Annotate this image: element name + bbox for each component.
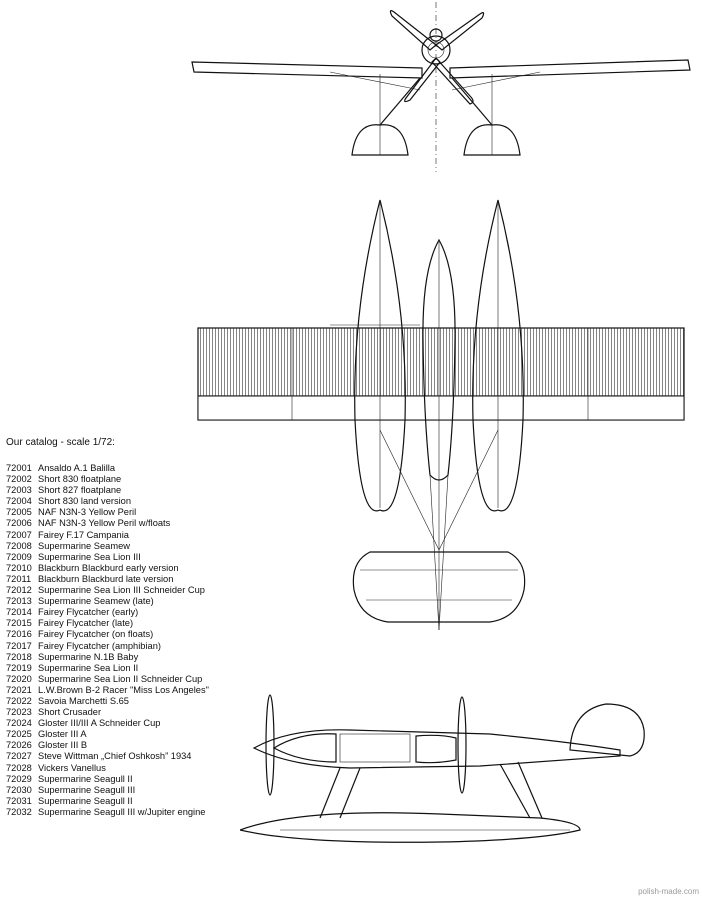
catalog-item-code: 72024	[6, 718, 32, 729]
watermark: polish-made.com	[638, 887, 699, 896]
catalog-item-code: 72013	[6, 596, 32, 607]
catalog-section	[6, 437, 266, 818]
catalog-item	[6, 796, 266, 807]
catalog-item	[6, 585, 266, 596]
catalog-item-code: 72005	[6, 507, 32, 518]
catalog-item	[6, 807, 266, 818]
catalog-item-name: Supermarine Seamew	[38, 540, 130, 551]
catalog-item-name: Gloster III A	[38, 729, 87, 740]
catalog-item-name: Supermarine Seagull III w/Jupiter engine	[38, 806, 206, 817]
catalog-item	[6, 740, 266, 751]
catalog-item-code: 72004	[6, 496, 32, 507]
catalog-item-name: Supermarine Sea Lion II Schneider Cup	[38, 673, 203, 684]
catalog-item-code: 72017	[6, 640, 32, 651]
catalog-item-code: 72007	[6, 529, 32, 540]
catalog-item-name: L.W.Brown B-2 Racer "Miss Los Angeles"	[38, 684, 209, 695]
catalog-item-name: Short 830 floatplane	[38, 474, 122, 485]
catalog-item-code: 72031	[6, 795, 32, 806]
catalog-item-name: Short 827 floatplane	[38, 485, 122, 496]
catalog-item-name: Supermarine Seagull II	[38, 773, 133, 784]
catalog-item	[6, 574, 266, 585]
catalog-item-name: Ansaldo A.1 Balilla	[38, 463, 116, 473]
catalog-item-name: Supermarine Sea Lion III	[38, 551, 141, 562]
catalog-item	[6, 507, 266, 518]
catalog-item-name: Supermarine Seamew (late)	[38, 596, 154, 607]
catalog-item-name: Supermarine Seagull III	[38, 784, 136, 795]
catalog-item-name: Short Crusader	[38, 707, 102, 718]
catalog-item-name: Short 830 land version	[38, 496, 132, 507]
catalog-item-name: Fairey Flycatcher (amphibian)	[38, 640, 161, 651]
catalog-item-code: 72028	[6, 762, 32, 773]
catalog-item-code: 72030	[6, 784, 32, 795]
catalog-item-code: 72019	[6, 662, 32, 673]
catalog-item-code: 72020	[6, 673, 32, 684]
catalog-item-code: 72032	[6, 806, 32, 817]
catalog-item-code: 72011	[6, 573, 32, 584]
catalog-item	[6, 774, 266, 785]
catalog-item-name: Vickers Vanellus	[38, 762, 106, 773]
catalog-item-name: Gloster III B	[38, 740, 88, 751]
catalog-item-code: 72008	[6, 540, 32, 551]
catalog-item	[6, 685, 266, 696]
catalog-item-name: Fairey Flycatcher (on floats)	[38, 629, 154, 640]
catalog-item-code: 72029	[6, 773, 32, 784]
front-view-drawing	[180, 0, 700, 175]
catalog-item	[6, 563, 266, 574]
catalog-item	[6, 718, 266, 729]
catalog-item	[6, 629, 266, 640]
catalog-item-name: Steve Wittman „Chief Oshkosh” 1934	[38, 751, 192, 762]
catalog-item-code: 72016	[6, 629, 32, 640]
catalog-item	[6, 496, 266, 507]
catalog-item-name: Fairey F.17 Campania	[38, 529, 129, 540]
catalog-item	[6, 474, 266, 485]
catalog-item-code: 72018	[6, 651, 32, 662]
catalog-item	[6, 607, 266, 618]
catalog-item-name: NAF N3N-3 Yellow Peril w/floats	[38, 518, 171, 529]
catalog-item	[6, 785, 266, 796]
catalog-item-name: Supermarine Sea Lion III Schneider Cup	[38, 585, 205, 596]
catalog-title: Our catalog - scale 1/72:	[6, 437, 115, 448]
catalog-item	[6, 707, 266, 718]
catalog-item	[6, 641, 266, 652]
top-view-drawing	[190, 190, 700, 640]
catalog-item-code: 72015	[6, 618, 32, 629]
catalog-item	[6, 518, 266, 529]
catalog-item	[6, 652, 266, 663]
catalog-item-code: 72025	[6, 729, 32, 740]
catalog-item-code: 72022	[6, 695, 32, 706]
catalog-item-name: Blackburn Blackburd early version	[38, 562, 179, 573]
catalog-item-code: 72001	[6, 463, 32, 473]
catalog-item	[6, 463, 266, 474]
catalog-item-code: 72012	[6, 585, 32, 596]
catalog-item-code: 72026	[6, 740, 32, 751]
catalog-item	[6, 530, 266, 541]
catalog-item-name: Fairey Flycatcher (early)	[38, 607, 139, 618]
catalog-item-name: Supermarine Seagull II	[38, 795, 133, 806]
catalog-item-name: Blackburn Blackburd late version	[38, 573, 174, 584]
catalog-item-name: Supermarine Sea Lion II	[38, 662, 139, 673]
catalog-item-code: 72006	[6, 518, 32, 529]
catalog-item-name: Gloster III/III A Schneider Cup	[38, 718, 161, 729]
catalog-item	[6, 541, 266, 552]
catalog-item	[6, 696, 266, 707]
catalog-item	[6, 763, 266, 774]
catalog-item-code: 72009	[6, 551, 32, 562]
side-view-drawing	[240, 690, 680, 865]
catalog-item	[6, 751, 266, 762]
catalog-item-code: 72023	[6, 707, 32, 718]
catalog-item	[6, 485, 266, 496]
catalog-list	[6, 463, 266, 818]
catalog-item-name: Savoia Marchetti S.65	[38, 695, 129, 706]
catalog-item-name: Supermarine N.1B Baby	[38, 651, 139, 662]
catalog-item-code: 72003	[6, 485, 32, 496]
catalog-item-code: 72014	[6, 607, 32, 618]
catalog-item	[6, 674, 266, 685]
catalog-item	[6, 552, 266, 563]
catalog-item	[6, 618, 266, 629]
catalog-item-code: 72002	[6, 474, 32, 485]
catalog-item	[6, 729, 266, 740]
catalog-item-code: 72027	[6, 751, 32, 762]
catalog-item-code: 72021	[6, 684, 32, 695]
catalog-item	[6, 596, 266, 607]
catalog-item-name: Fairey Flycatcher (late)	[38, 618, 134, 629]
catalog-item-code: 72010	[6, 562, 32, 573]
catalog-item	[6, 663, 266, 674]
catalog-item-name: NAF N3N-3 Yellow Peril	[38, 507, 137, 518]
